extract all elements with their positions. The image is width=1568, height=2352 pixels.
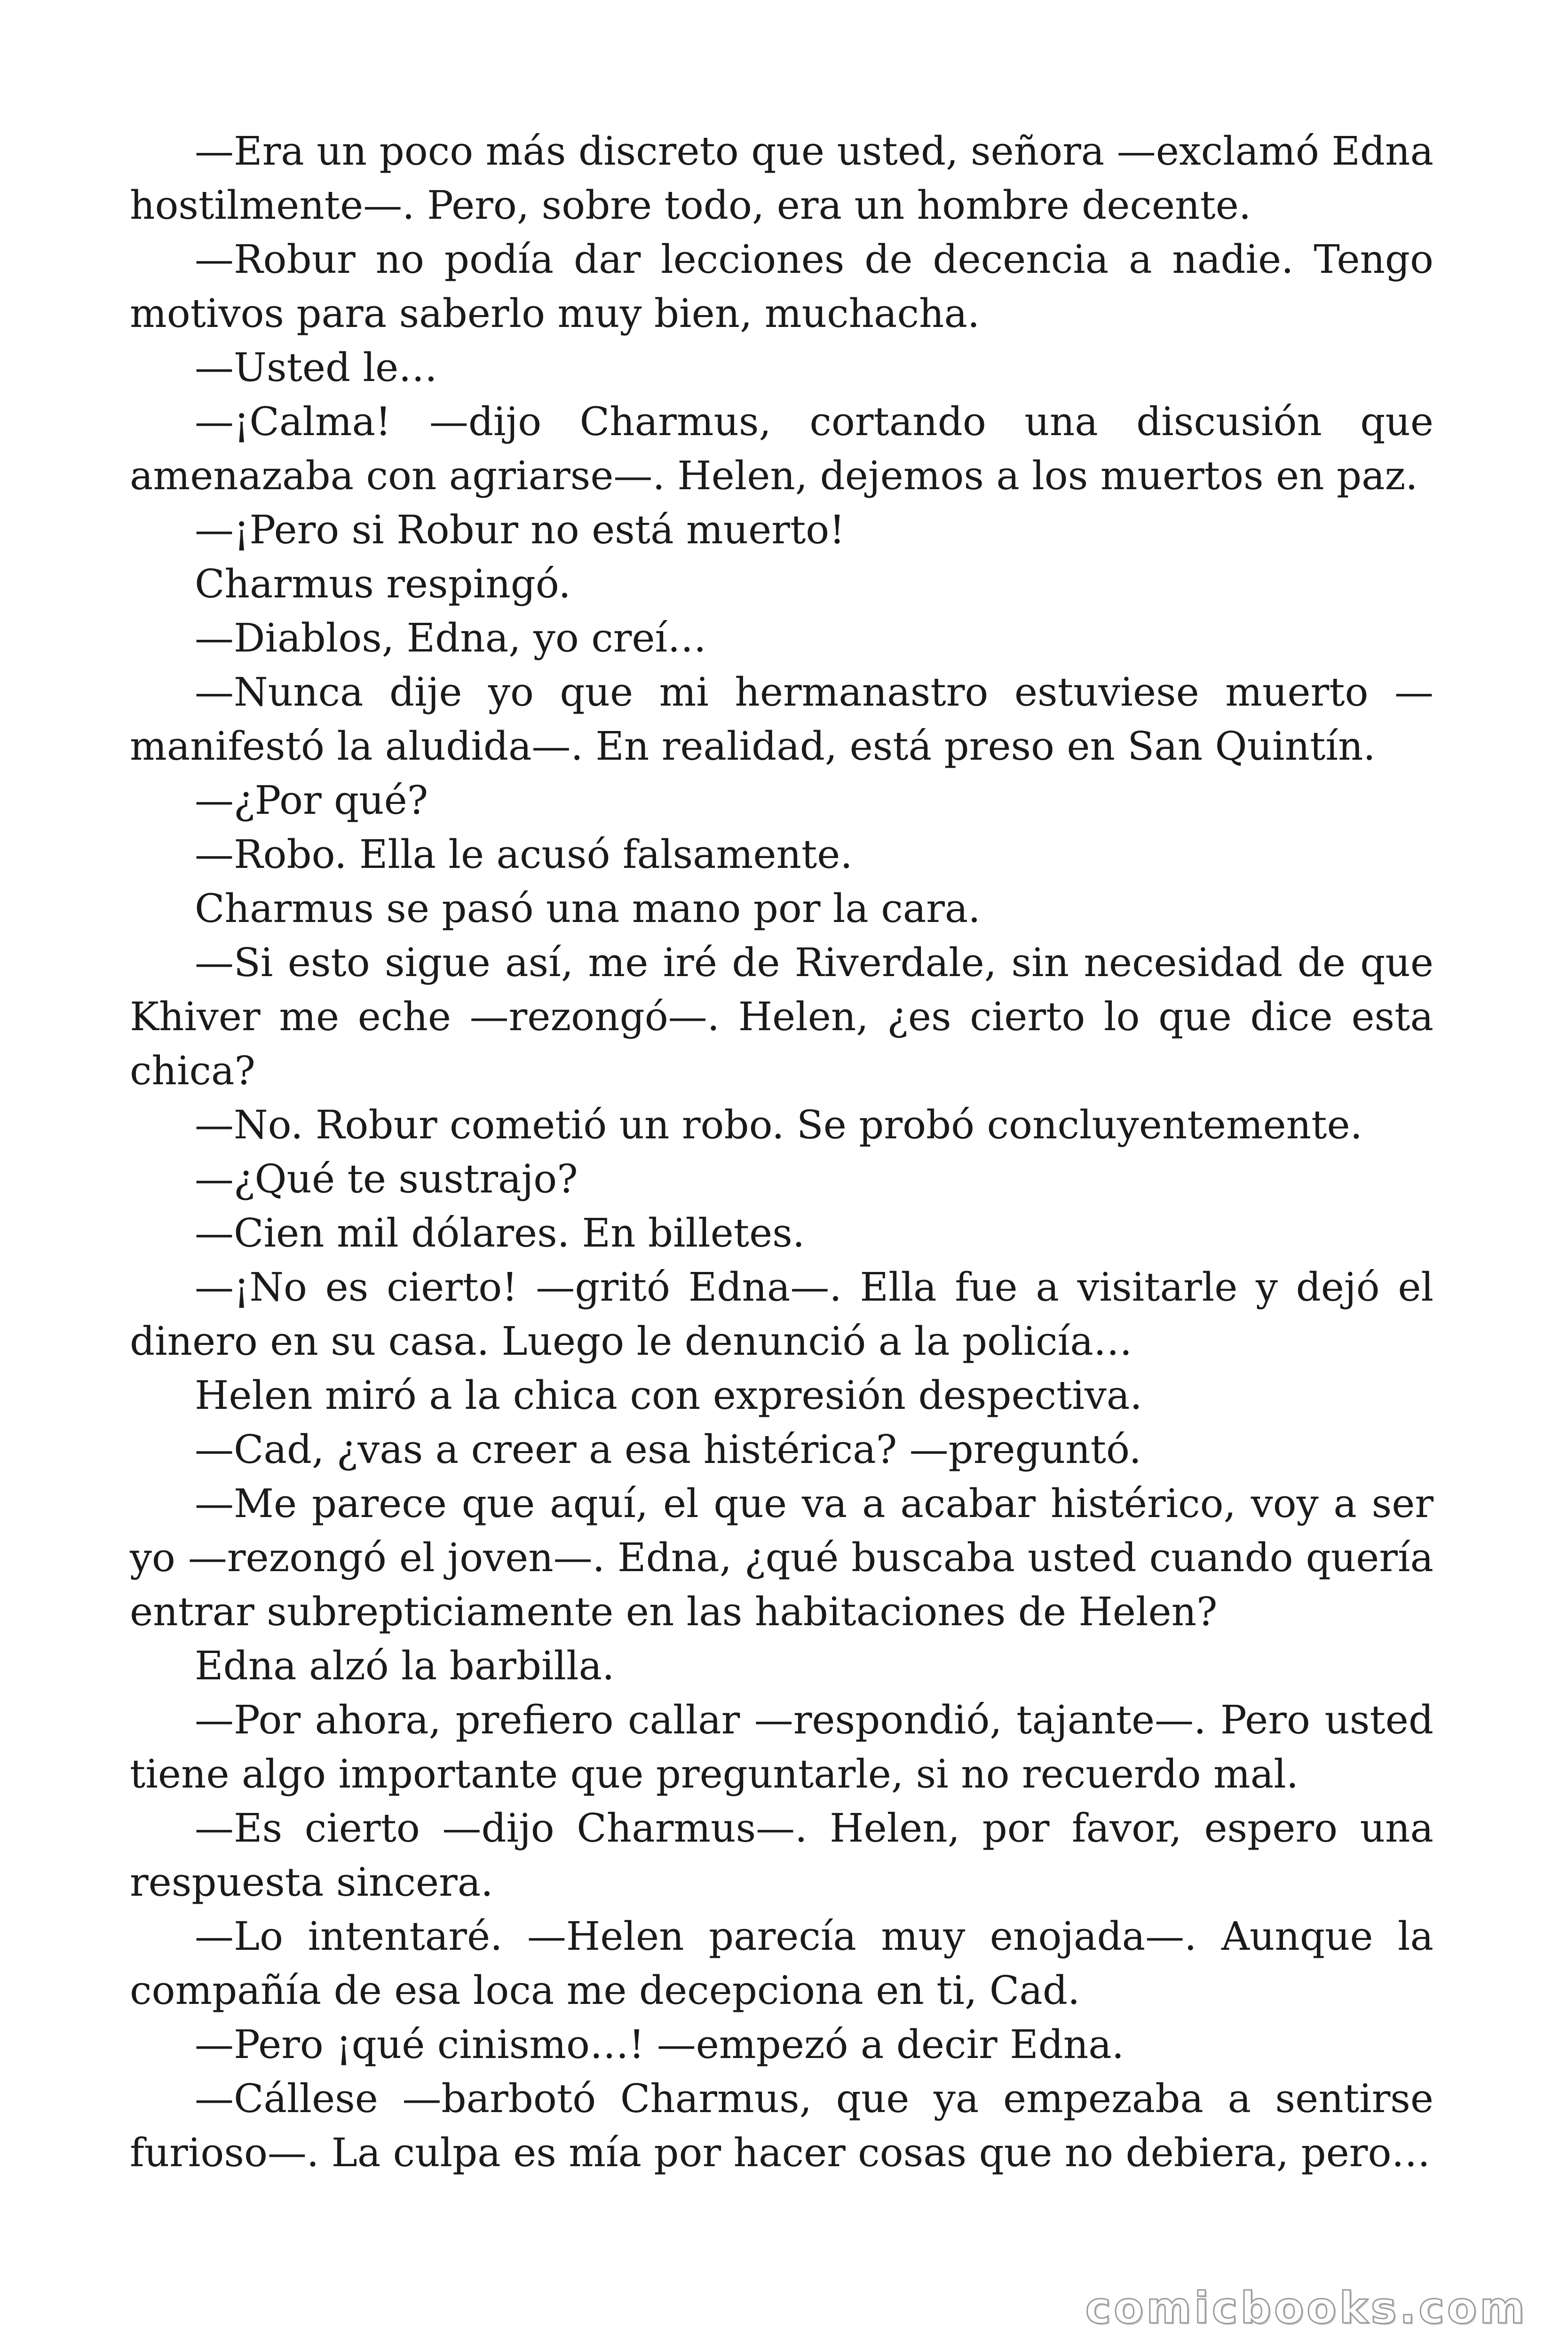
paragraph: —Lo intentaré. —Helen parecía muy enojada—. Aunque la compañía de esa loca me decepciona en ti, Cad. [130, 1914, 1433, 2013]
paragraph: Edna alzó la barbilla. [195, 1643, 615, 1689]
paragraph: —¡Calma! —dijo Charmus, cortando una discusión que amenazaba con agriarse—. Helen, dejemos a los muertos en paz. [130, 399, 1433, 499]
paragraph: —Por ahora, prefiero callar —respondió, tajante—. Pero usted tiene algo importante que preguntarle, si no recuerdo mal. [130, 1697, 1433, 1797]
paragraph: —Robur no podía dar lecciones de decencia a nadie. Tengo motivos para saberlo muy bien, muchacha. [130, 237, 1433, 336]
paragraph: —Diablos, Edna, yo creí… [195, 615, 707, 661]
paragraph: —Nunca dije yo que mi hermanastro estuviese muerto —manifestó la aludida—. En realidad, está preso en San Quintín. [130, 669, 1433, 769]
paragraph: —Cien mil dólares. En billetes. [195, 1210, 805, 1256]
paragraph: —Pero ¡qué cinismo…! —empezó a decir Edna. [195, 2022, 1125, 2067]
paragraph: —No. Robur cometió un robo. Se probó concluyentemente. [195, 1102, 1362, 1148]
paragraph: —¡Pero si Robur no está muerto! [195, 507, 845, 553]
paragraph: —Usted le… [195, 345, 438, 390]
paragraph: Charmus respingó. [195, 561, 571, 607]
paragraph: —¿Qué te sustrajo? [195, 1156, 578, 1202]
paragraph: —Cad, ¿vas a creer a esa histérica? —preguntó. [195, 1427, 1141, 1472]
paragraph: —Cállese —barbotó Charmus, que ya empezaba a sentirse furioso—. La culpa es mía por hacer cosas que no debiera, pero… [130, 2076, 1433, 2176]
paragraph: —¿Por qué? [195, 778, 428, 823]
paragraph: —Me parece que aquí, el que va a acabar histérico, voy a ser yo —rezongó el joven—. Edna, ¿qué buscaba usted cuando quería entrar subrepticiamente en las habitaciones de Helen? [130, 1481, 1433, 1635]
watermark-logo: comicbooks.com [1085, 2283, 1528, 2333]
paragraph: —Robo. Ella le acusó falsamente. [195, 832, 853, 877]
paragraph: —¡No es cierto! —gritó Edna—. Ella fue a visitarle y dejó el dinero en su casa. Luego le denunció a la policía… [130, 1264, 1433, 1364]
body-text [130, 124, 1433, 2180]
paragraph: Helen miró a la chica con expresión despectiva. [195, 1373, 1142, 1418]
paragraph: —Es cierto —dijo Charmus—. Helen, por favor, espero una respuesta sincera. [130, 1805, 1433, 1905]
paragraph: —Era un poco más discreto que usted, señora —exclamó Edna hostilmente—. Pero, sobre todo, era un hombre decente. [130, 128, 1433, 228]
paragraph: —Si esto sigue así, me iré de Riverdale, sin necesidad de que Khiver me eche —rezongó—. Helen, ¿es cierto lo que dice esta chica? [130, 940, 1433, 1094]
paragraph: Charmus se pasó una mano por la cara. [195, 886, 981, 931]
